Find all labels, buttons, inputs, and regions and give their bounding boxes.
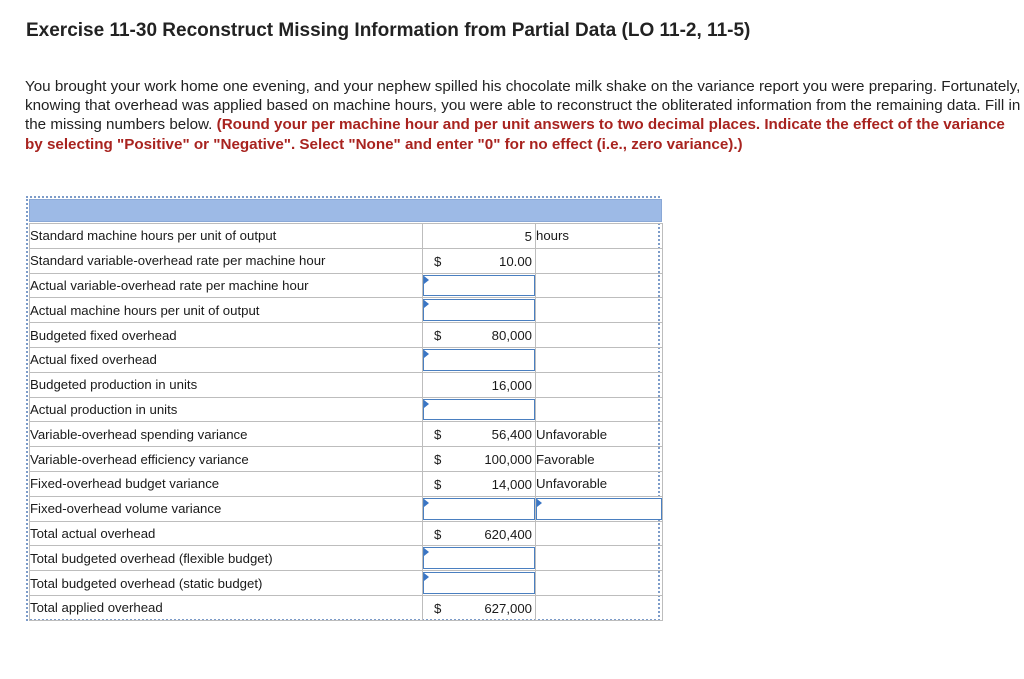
input-flag-icon: [424, 573, 429, 581]
unit-cell: [536, 521, 663, 546]
value: 56,400: [491, 427, 532, 443]
static-budget-input[interactable]: [423, 572, 535, 594]
fixed-volume-effect-select[interactable]: [536, 498, 662, 520]
row-label: Actual production in units: [30, 397, 423, 422]
value-cell: [423, 298, 536, 323]
value-cell: [423, 521, 536, 546]
value: 10.00: [498, 253, 532, 269]
input-flag-icon: [424, 499, 429, 507]
currency-sign: $: [434, 328, 442, 344]
table-row: [30, 447, 663, 472]
table-row: [30, 347, 663, 372]
fixed-volume-variance-input[interactable]: [423, 498, 535, 520]
rounding-instruction: (Round your per machine hour and per unit answers to two decimal places. Indicate the effect of the variance by selecting "Positive" or "Negative". Select "None" and enter "0" for no effect (i.e., zero variance).): [25, 116, 1005, 153]
input-flag-icon: [424, 276, 429, 284]
input-flag-icon: [424, 548, 429, 556]
value-cell: [423, 273, 536, 298]
unit-cell: [536, 372, 663, 397]
value: 627,000: [484, 600, 532, 616]
row-label: Actual fixed overhead: [30, 347, 423, 372]
input-flag-icon: [424, 300, 429, 308]
intro-text: You brought your work home one evening, and your nephew spilled his chocolate milk shake on the variance report you were preparing. Fortunately, knowing that overhead was applied based on machine hours, you were able to reconstruct the obliterated information from the remaining data. Fill in the missing numbers below.: [25, 78, 1021, 134]
value-cell: [423, 397, 536, 422]
effect-cell: [536, 496, 663, 521]
table-row: [30, 595, 663, 620]
value-cell: [423, 224, 536, 249]
flexible-budget-input[interactable]: [423, 547, 535, 569]
value-cell: [423, 571, 536, 596]
unit-cell: hours: [536, 224, 663, 249]
table-row: [30, 298, 663, 323]
value-cell: [423, 595, 536, 620]
actual-variable-rate-input[interactable]: [423, 275, 535, 297]
value: 16,000: [491, 377, 532, 393]
currency-sign: $: [434, 253, 442, 269]
unit-cell: [536, 397, 663, 422]
exercise-title: Exercise 11-30 Reconstruct Missing Information from Partial Data (LO 11-2, 11-5): [26, 20, 751, 41]
currency-sign: $: [434, 476, 442, 492]
table-row: [30, 224, 663, 249]
table-row: [30, 422, 663, 447]
row-label: Total budgeted overhead (static budget): [30, 571, 423, 596]
unit-cell: [536, 273, 663, 298]
currency-sign: $: [434, 600, 442, 616]
value-cell: [423, 323, 536, 348]
effect-cell: Favorable: [536, 447, 663, 472]
row-label: Total actual overhead: [30, 521, 423, 546]
row-label: Variable-overhead efficiency variance: [30, 447, 423, 472]
variance-table: [29, 223, 663, 621]
effect-cell: Unfavorable: [536, 471, 663, 496]
table-row: [30, 521, 663, 546]
value-cell: [423, 422, 536, 447]
value: 80,000: [491, 328, 532, 344]
table-row: [30, 397, 663, 422]
value: 5: [524, 229, 532, 244]
row-label: Budgeted fixed overhead: [30, 323, 423, 348]
value: 14,000: [491, 476, 532, 492]
value-cell: [423, 546, 536, 571]
table-row: [30, 471, 663, 496]
row-label: Actual machine hours per unit of output: [30, 298, 423, 323]
table-row: [30, 571, 663, 596]
actual-production-input[interactable]: [423, 399, 535, 421]
unit-cell: [536, 298, 663, 323]
row-label: Fixed-overhead volume variance: [30, 496, 423, 521]
table-row: [30, 496, 663, 521]
table-row: [30, 248, 663, 273]
unit-cell: [536, 347, 663, 372]
select-flag-icon: [537, 499, 542, 507]
currency-sign: $: [434, 452, 442, 468]
value-cell: [423, 372, 536, 397]
value-cell: [423, 447, 536, 472]
value: 620,400: [484, 526, 532, 542]
unit-cell: [536, 546, 663, 571]
unit-cell: [536, 571, 663, 596]
currency-sign: $: [434, 526, 442, 542]
input-flag-icon: [424, 350, 429, 358]
value-cell: [423, 347, 536, 372]
table-row: [30, 323, 663, 348]
table-row: [30, 273, 663, 298]
row-label: Fixed-overhead budget variance: [30, 471, 423, 496]
value: 100,000: [484, 452, 532, 468]
row-label: Total budgeted overhead (flexible budget): [30, 546, 423, 571]
row-label: Total applied overhead: [30, 595, 423, 620]
value-cell: [423, 496, 536, 521]
row-label: Actual variable-overhead rate per machine hour: [30, 273, 423, 298]
value-cell: [423, 471, 536, 496]
value-cell: [423, 248, 536, 273]
effect-cell: Unfavorable: [536, 422, 663, 447]
unit-cell: [536, 248, 663, 273]
table-row: [30, 546, 663, 571]
unit-cell: [536, 323, 663, 348]
row-label: Standard machine hours per unit of output: [30, 224, 423, 249]
exercise-instructions: [25, 77, 1023, 154]
row-label: Variable-overhead spending variance: [30, 422, 423, 447]
table-header-band: [29, 199, 662, 222]
table-row: [30, 372, 663, 397]
actual-fixed-overhead-input[interactable]: [423, 349, 535, 371]
row-label: Budgeted production in units: [30, 372, 423, 397]
actual-machine-hours-input[interactable]: [423, 299, 535, 321]
input-flag-icon: [424, 400, 429, 408]
unit-cell: [536, 595, 663, 620]
currency-sign: $: [434, 427, 442, 443]
row-label: Standard variable-overhead rate per machine hour: [30, 248, 423, 273]
